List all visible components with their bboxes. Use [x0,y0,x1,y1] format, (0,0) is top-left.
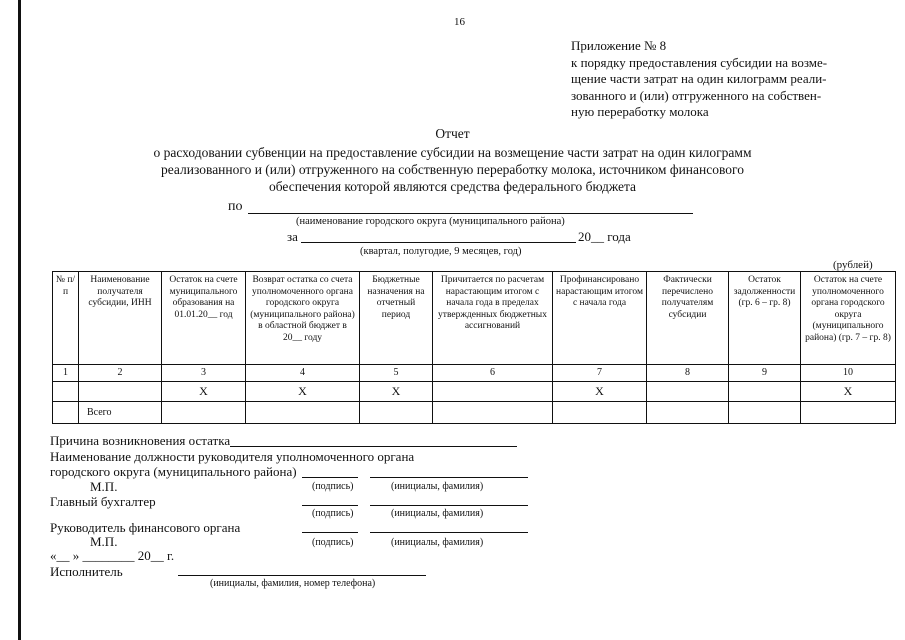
column-header: Остаток задолженности (гр. 6 – гр. 8) [729,272,801,365]
column-header: № п/п [53,272,79,365]
column-number: 10 [801,365,896,382]
column-number: 3 [162,365,246,382]
appendix-block [571,38,827,121]
municipality-caption: (наименование городского округа (муниципального района) [296,216,565,227]
column-number: 6 [433,365,553,382]
header-row [53,272,896,365]
signature-caption: (подпись) [312,508,354,519]
reason-label: Причина возникновения остатка [50,433,231,448]
column-number: 4 [246,365,360,382]
column-number: 9 [729,365,801,382]
table-cell[interactable] [53,382,79,402]
table-cell[interactable] [433,402,553,424]
table-cell[interactable] [433,382,553,402]
period-caption: (квартал, полугодие, 9 месяцев, год) [360,246,522,257]
column-number: 1 [53,365,79,382]
report-subtitle [0,144,905,195]
table-cell: Х [801,382,896,402]
table-cell: Х [246,382,360,402]
table-cell[interactable] [647,382,729,402]
subtitle-line: о расходовании субвенции на предоставление субсидии на возмещение части затрат на один килограмм [153,145,752,160]
column-header: Профинансировано нарастающим итогом с начала года [553,272,647,365]
subtitle-line: обеспечения которой являются средства федерального бюджета [268,179,637,194]
appendix-line: зованного и (или) отгруженного на собствен- [571,87,822,103]
total-row [53,402,896,424]
column-header: Наименование получателя субсидии, ИНН [79,272,162,365]
table-cell[interactable] [246,402,360,424]
accountant-signature-field[interactable] [302,505,358,506]
table-cell: Х [360,382,433,402]
executor-caption: (инициалы, фамилия, номер телефона) [210,578,376,589]
table-row [53,382,896,402]
table-cell[interactable] [162,402,246,424]
table-cell[interactable] [801,402,896,424]
municipality-field[interactable] [248,213,693,214]
za-label: за [287,229,298,244]
initials-caption: (инициалы, фамилия) [391,537,484,548]
column-number-row [53,365,896,382]
appendix-line: к порядку предоставления субсидии на возме- [571,54,828,70]
executor-label: Исполнитель [50,564,123,579]
signature-caption: (подпись) [312,537,354,548]
finance-initials-field[interactable] [370,532,528,533]
subtitle-line: реализованного и (или) отгруженного на собственную переработку молока, источником финансового [161,162,744,177]
head-initials-field[interactable] [370,477,528,478]
total-label: Всего [79,402,162,424]
appendix-title: Приложение № 8 [571,38,667,53]
column-number: 5 [360,365,433,382]
finance-signature-field[interactable] [302,532,358,533]
table-cell[interactable] [553,402,647,424]
left-margin-bar [18,0,21,640]
stamp-label: М.П. [90,534,118,549]
head-position-label: Наименование должности руководителя уполномоченного органа [50,449,415,464]
page-number: 16 [454,16,465,28]
period-field[interactable] [301,242,576,243]
finance-head-label: Руководитель финансового органа [50,520,241,535]
head-signature-field[interactable] [302,477,358,478]
column-header: Возврат остатка со счета уполномоченного органа городского округа (муниципального района) в областной бюджет в 20__ году [246,272,360,365]
stamp-label: М.П. [90,479,118,494]
executor-field[interactable] [178,575,426,576]
head-position-label: городского округа (муниципального района) [50,464,297,479]
table-cell [53,402,79,424]
signature-caption: (подпись) [312,481,354,492]
initials-caption: (инициалы, фамилия) [391,481,484,492]
year-label: 20__ года [578,229,631,244]
table-cell[interactable] [729,382,801,402]
initials-caption: (инициалы, фамилия) [391,508,484,519]
table-cell[interactable] [729,402,801,424]
column-number: 7 [553,365,647,382]
table-cell[interactable] [79,382,162,402]
table-cell: Х [553,382,647,402]
column-header: Бюджетные назначения на отчетный период [360,272,433,365]
table-cell[interactable] [360,402,433,424]
reason-field[interactable] [230,446,517,447]
column-header: Остаток на счете муниципального образования на 01.01.20__ год [162,272,246,365]
column-header: Остаток на счете уполномоченного органа городского округа (муниципального района) (гр. 7 – гр. 8) [801,272,896,365]
accountant-initials-field[interactable] [370,505,528,506]
po-label: по [228,199,243,214]
table-cell[interactable] [647,402,729,424]
table-cell: Х [162,382,246,402]
appendix-line: ную переработку молока [571,104,709,120]
date-line[interactable]: «__ » ________ 20__ г. [50,548,175,563]
report-table [52,271,896,424]
report-title: Отчет [435,126,470,141]
column-number: 2 [79,365,162,382]
column-header: Фактически перечислено получателям субсидии [647,272,729,365]
chief-accountant-label: Главный бухгалтер [50,494,156,509]
appendix-line: щение части затрат на один килограмм реали- [571,71,827,87]
column-number: 8 [647,365,729,382]
column-header: Причитается по расчетам нарастающим итогом с начала года в пределах утвержденных бюджетных ассигнований [433,272,553,365]
unit-label: (рублей) [833,259,873,271]
